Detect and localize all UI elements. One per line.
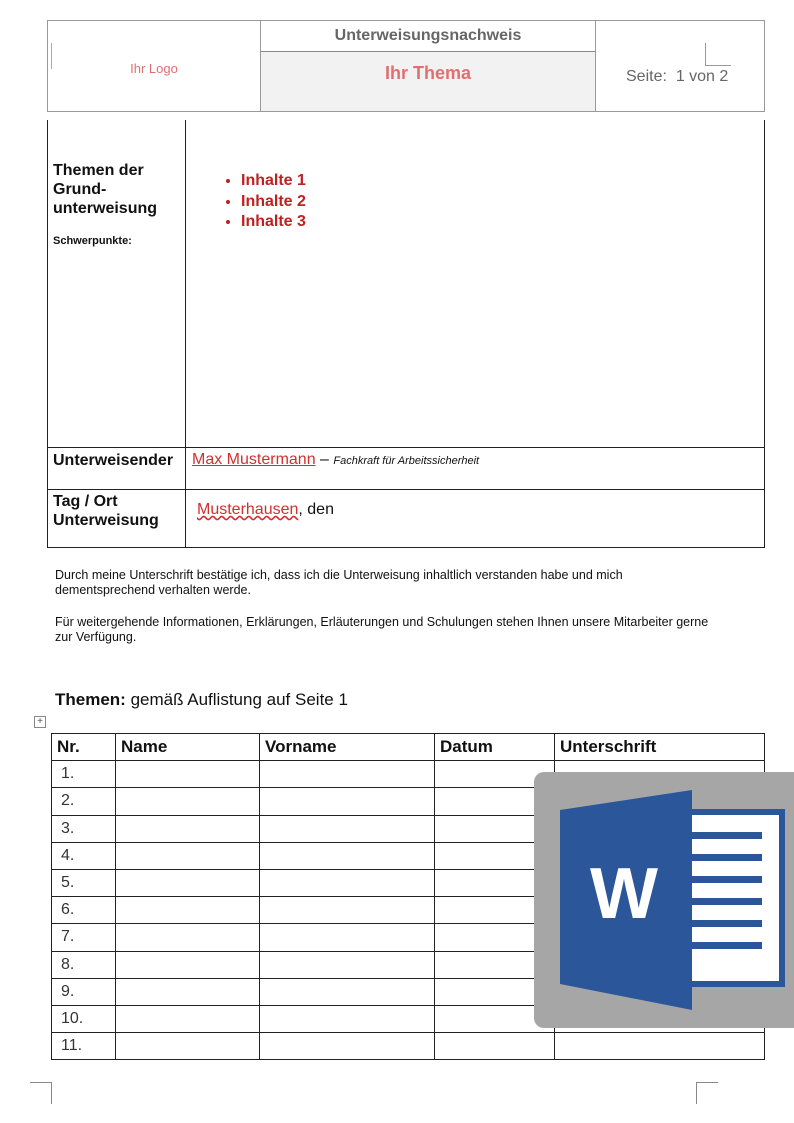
signature-cell[interactable]: [260, 761, 435, 788]
signature-cell[interactable]: [435, 1033, 555, 1060]
signature-cell[interactable]: [260, 1033, 435, 1060]
signature-cell[interactable]: [260, 815, 435, 842]
signature-cell[interactable]: [260, 978, 435, 1005]
list-item: • Inhalte 2: [241, 192, 306, 213]
table-row: [52, 1033, 765, 1060]
row-number: 8.: [52, 951, 116, 978]
instructor-label: Unterweisender: [53, 452, 174, 469]
date-place-value: Musterhausen, den: [197, 501, 334, 518]
document-title: Unterweisungsnachweis: [334, 27, 522, 44]
signature-cell[interactable]: [260, 788, 435, 815]
row-number: 9.: [52, 978, 116, 1005]
signature-cell[interactable]: [260, 869, 435, 896]
signature-cell[interactable]: [116, 1033, 260, 1060]
list-item: • Inhalte 3: [241, 212, 306, 233]
col-header: Vorname: [260, 734, 435, 761]
topic-title: Ihr Thema: [384, 63, 472, 83]
signature-cell[interactable]: [260, 842, 435, 869]
col-header: Name: [116, 734, 260, 761]
signature-cell[interactable]: [116, 788, 260, 815]
instructor-value: Max Mustermann – Fachkraft für Arbeitssicherheit: [192, 451, 480, 468]
document-header: [47, 20, 765, 112]
row-number: 1.: [52, 761, 116, 788]
topics-label: Themen der Grund- unterweisung: [53, 162, 158, 217]
col-header: Unterschrift: [555, 734, 765, 761]
signature-cell[interactable]: [116, 1005, 260, 1032]
topics-list: [241, 171, 306, 233]
signature-cell[interactable]: [555, 1033, 765, 1060]
date-place-label: Tag / Ort Unterweisung: [53, 493, 159, 529]
row-number: 4.: [52, 842, 116, 869]
word-icon-overlay: [534, 772, 794, 1028]
microsoft-word-icon: [534, 772, 794, 1028]
focus-label: Schwerpunkte:: [53, 235, 132, 247]
signature-cell[interactable]: [116, 815, 260, 842]
signature-cell[interactable]: [116, 761, 260, 788]
signature-cell[interactable]: [260, 924, 435, 951]
list-item: • Inhalte 1: [241, 171, 306, 192]
logo-placeholder: Ihr Logo: [130, 61, 178, 76]
table-move-handle-icon[interactable]: +: [34, 716, 46, 728]
confirmation-text: Durch meine Unterschrift bestätige ich, dass ich die Unterweisung inhaltlich verstanden habe und mich dementsprechend verhalten werde.: [55, 568, 623, 597]
row-number: 10.: [52, 1005, 116, 1032]
signature-cell[interactable]: [116, 842, 260, 869]
signature-cell[interactable]: [116, 924, 260, 951]
themen-line: Themen: gemäß Auflistung auf Seite 1: [55, 690, 348, 709]
row-number: 7.: [52, 924, 116, 951]
col-header: Nr.: [52, 734, 116, 761]
margin-mark: [30, 1082, 52, 1104]
svg-text:W: W: [590, 854, 658, 934]
row-number: 11.: [52, 1033, 116, 1060]
row-number: 3.: [52, 815, 116, 842]
signature-cell[interactable]: [116, 978, 260, 1005]
signature-cell[interactable]: [116, 869, 260, 896]
signature-cell[interactable]: [260, 951, 435, 978]
margin-mark: [696, 1082, 718, 1104]
row-number: 2.: [52, 788, 116, 815]
signature-cell[interactable]: [260, 897, 435, 924]
row-number: 6.: [52, 897, 116, 924]
row-number: 5.: [52, 869, 116, 896]
info-text: Für weitergehende Informationen, Erklärungen, Erläuterungen und Schulungen stehen Ihnen unsere Mitarbeiter gerne zur Verfügung.: [55, 615, 709, 644]
page-number: Seite: 1 von 2: [626, 68, 729, 85]
signature-cell[interactable]: [116, 897, 260, 924]
signature-cell[interactable]: [116, 951, 260, 978]
col-header: Datum: [435, 734, 555, 761]
instruction-table: [47, 120, 765, 548]
signature-cell[interactable]: [260, 1005, 435, 1032]
